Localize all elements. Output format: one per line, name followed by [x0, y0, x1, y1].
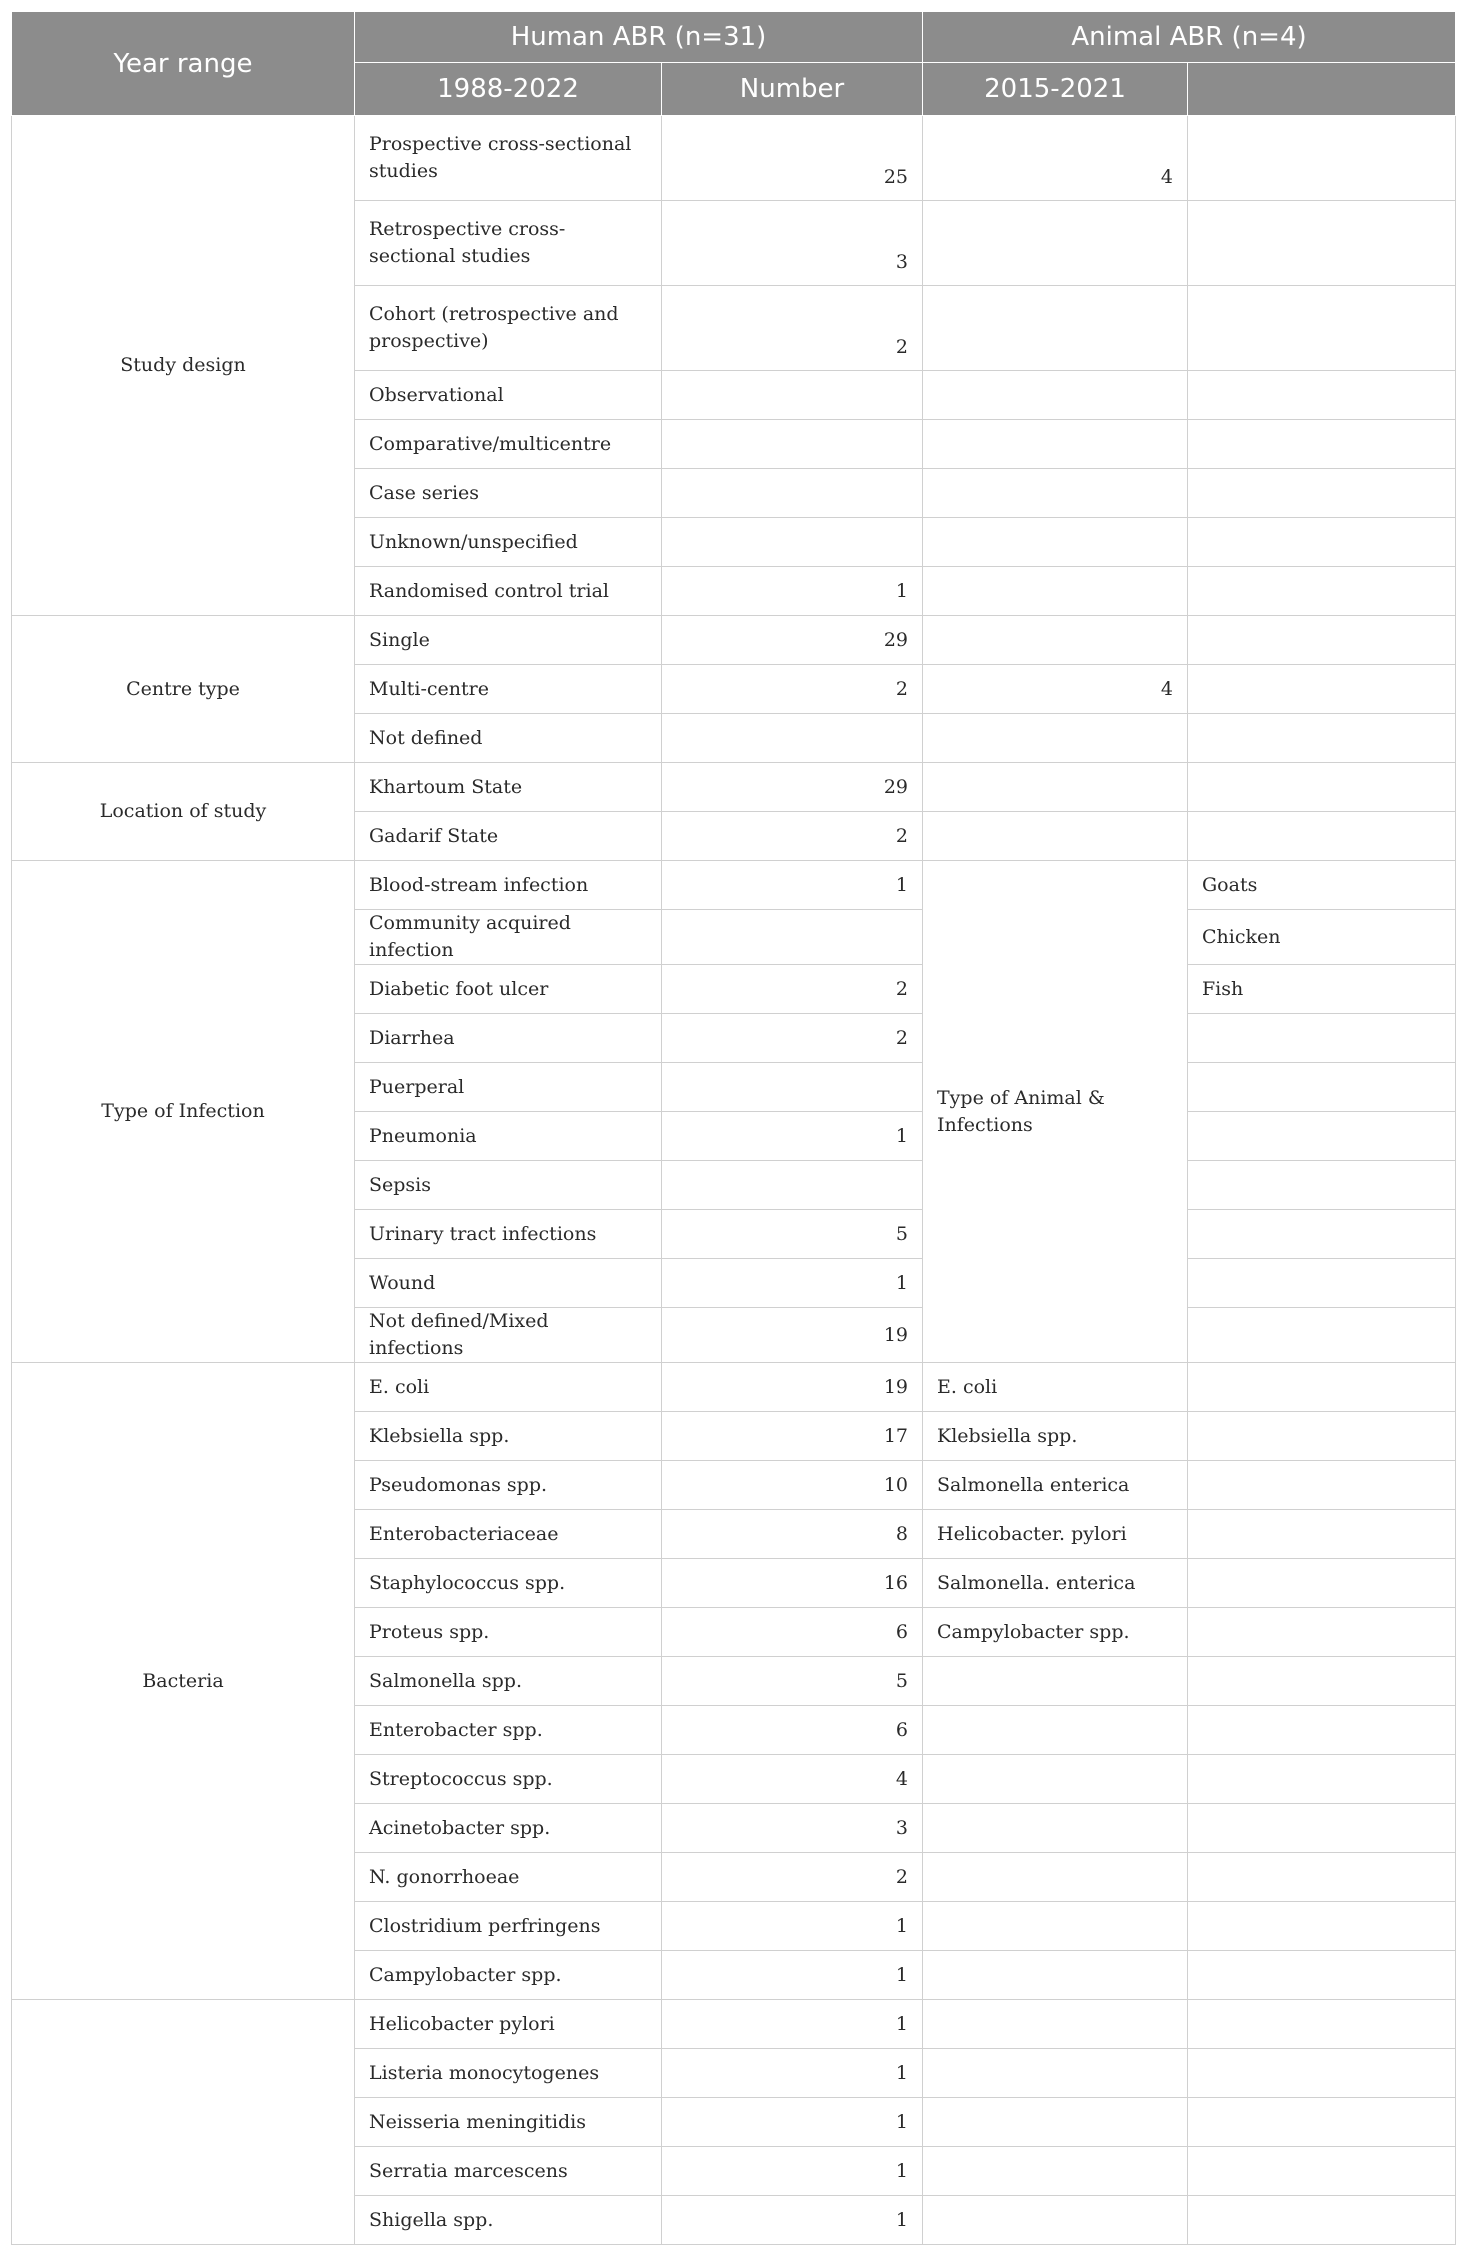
animal-bacteria	[923, 1657, 1188, 1706]
human-number: 1	[662, 1112, 923, 1161]
human-number: 1	[662, 1902, 923, 1951]
human-number: 29	[662, 763, 923, 812]
row-label: Randomised control trial	[355, 567, 662, 616]
human-number	[662, 469, 923, 518]
empty-cell	[1188, 1853, 1456, 1902]
row-label: E. coli	[355, 1363, 662, 1412]
empty-cell	[1188, 420, 1456, 469]
human-number: 8	[662, 1510, 923, 1559]
animal-number	[923, 714, 1188, 763]
row-label: Case series	[355, 469, 662, 518]
animal-bacteria: E. coli	[923, 1363, 1188, 1412]
row-label: Diabetic foot ulcer	[355, 965, 662, 1014]
row-label: Pseudomonas spp.	[355, 1461, 662, 1510]
empty-cell	[1188, 518, 1456, 567]
human-number	[662, 1161, 923, 1210]
animal-detail: Chicken	[1188, 910, 1456, 965]
empty-cell	[1188, 2049, 1456, 2098]
empty-cell	[1188, 1804, 1456, 1853]
row-label: Multi-centre	[355, 665, 662, 714]
human-number	[662, 910, 923, 965]
empty-cell	[923, 763, 1188, 812]
empty-cell	[1188, 469, 1456, 518]
animal-bacteria	[923, 1804, 1188, 1853]
row-label: Not defined/Mixed infections	[355, 1308, 662, 1363]
category-cell	[12, 2000, 355, 2245]
human-number: 10	[662, 1461, 923, 1510]
empty-cell	[1188, 1461, 1456, 1510]
empty-cell	[1188, 116, 1456, 201]
empty-cell	[1188, 2196, 1456, 2245]
animal-detail	[1188, 1112, 1456, 1161]
row-label: Wound	[355, 1259, 662, 1308]
human-number: 2	[662, 1853, 923, 1902]
human-number: 2	[662, 665, 923, 714]
row-label: Sepsis	[355, 1161, 662, 1210]
empty-cell	[923, 812, 1188, 861]
header-year-range: Year range	[12, 12, 355, 116]
human-number: 5	[662, 1210, 923, 1259]
row-label: Cohort (retrospective and prospective)	[355, 286, 662, 371]
empty-cell	[1188, 1902, 1456, 1951]
empty-cell	[1188, 2147, 1456, 2196]
human-number: 1	[662, 2147, 923, 2196]
human-number	[662, 518, 923, 567]
table-body	[12, 116, 1456, 2245]
animal-bacteria	[923, 1853, 1188, 1902]
animal-bacteria	[923, 1755, 1188, 1804]
animal-number	[923, 567, 1188, 616]
animal-number	[923, 371, 1188, 420]
row-label: Blood-stream infection	[355, 861, 662, 910]
human-number: 2	[662, 1014, 923, 1063]
table-row	[12, 616, 1456, 665]
human-number: 19	[662, 1363, 923, 1412]
animal-bacteria: Salmonella. enterica	[923, 1559, 1188, 1608]
row-label: Acinetobacter spp.	[355, 1804, 662, 1853]
animal-type-label: Type of Animal & Infections	[923, 861, 1188, 1363]
human-number: 2	[662, 286, 923, 371]
empty-cell	[1188, 201, 1456, 286]
header-animal-abr: Animal ABR (n=4)	[923, 12, 1456, 63]
human-number: 19	[662, 1308, 923, 1363]
empty-cell	[1188, 665, 1456, 714]
human-number	[662, 714, 923, 763]
row-label: Gadarif State	[355, 812, 662, 861]
data-table-container	[11, 11, 1455, 2245]
empty-cell	[1188, 1510, 1456, 1559]
empty-cell	[1188, 1706, 1456, 1755]
human-number: 1	[662, 1259, 923, 1308]
row-label: N. gonorrhoeae	[355, 1853, 662, 1902]
category-cell: Location of study	[12, 763, 355, 861]
empty-cell	[1188, 763, 1456, 812]
table-row	[12, 763, 1456, 812]
human-number: 2	[662, 812, 923, 861]
row-label: Campylobacter spp.	[355, 1951, 662, 2000]
empty-cell	[1188, 1559, 1456, 1608]
empty-cell	[1188, 1951, 1456, 2000]
row-label: Enterobacteriaceae	[355, 1510, 662, 1559]
animal-number: 4	[923, 665, 1188, 714]
human-number	[662, 420, 923, 469]
row-label: Clostridium perfringens	[355, 1902, 662, 1951]
table-header	[12, 12, 1456, 116]
empty-cell	[1188, 616, 1456, 665]
header-animal-years: 2015-2021	[923, 63, 1188, 116]
human-number: 1	[662, 1951, 923, 2000]
human-number: 1	[662, 2000, 923, 2049]
animal-number	[923, 518, 1188, 567]
row-label: Comparative/multicentre	[355, 420, 662, 469]
human-number: 25	[662, 116, 923, 201]
human-number: 1	[662, 2196, 923, 2245]
empty-cell	[1188, 2000, 1456, 2049]
row-label: Prospective cross-sectional studies	[355, 116, 662, 201]
animal-detail: Fish	[1188, 965, 1456, 1014]
human-number: 1	[662, 567, 923, 616]
empty-cell	[1188, 1657, 1456, 1706]
table-row	[12, 2000, 1456, 2049]
empty-cell	[1188, 1363, 1456, 1412]
row-label: Enterobacter spp.	[355, 1706, 662, 1755]
animal-bacteria	[923, 1706, 1188, 1755]
empty-cell	[1188, 714, 1456, 763]
row-label: Streptococcus spp.	[355, 1755, 662, 1804]
category-cell: Centre type	[12, 616, 355, 763]
animal-number: 4	[923, 116, 1188, 201]
human-number: 29	[662, 616, 923, 665]
row-label: Puerperal	[355, 1063, 662, 1112]
header-number: Number	[662, 63, 923, 116]
empty-cell	[923, 2049, 1188, 2098]
human-number: 1	[662, 2049, 923, 2098]
category-cell: Type of Infection	[12, 861, 355, 1363]
row-label: Klebsiella spp.	[355, 1412, 662, 1461]
animal-number	[923, 616, 1188, 665]
animal-bacteria	[923, 1902, 1188, 1951]
human-number: 6	[662, 1706, 923, 1755]
animal-number	[923, 420, 1188, 469]
row-label: Neisseria meningitidis	[355, 2098, 662, 2147]
animal-number	[923, 286, 1188, 371]
human-number	[662, 371, 923, 420]
row-label: Listeria monocytogenes	[355, 2049, 662, 2098]
empty-cell	[1188, 1608, 1456, 1657]
animal-detail: Goats	[1188, 861, 1456, 910]
row-label: Community acquired infection	[355, 910, 662, 965]
empty-cell	[1188, 371, 1456, 420]
empty-cell	[1188, 2098, 1456, 2147]
row-label: Urinary tract infections	[355, 1210, 662, 1259]
row-label: Staphylococcus spp.	[355, 1559, 662, 1608]
animal-detail	[1188, 1308, 1456, 1363]
animal-bacteria: Salmonella enterica	[923, 1461, 1188, 1510]
empty-cell	[923, 2000, 1188, 2049]
row-label: Observational	[355, 371, 662, 420]
row-label: Helicobacter pylori	[355, 2000, 662, 2049]
row-label: Unknown/unspecified	[355, 518, 662, 567]
animal-bacteria: Klebsiella spp.	[923, 1412, 1188, 1461]
animal-detail	[1188, 1014, 1456, 1063]
row-label: Pneumonia	[355, 1112, 662, 1161]
human-number: 4	[662, 1755, 923, 1804]
table-row	[12, 1363, 1456, 1412]
human-number: 1	[662, 861, 923, 910]
empty-cell	[923, 2196, 1188, 2245]
row-label: Shigella spp.	[355, 2196, 662, 2245]
row-label: Salmonella spp.	[355, 1657, 662, 1706]
empty-cell	[1188, 567, 1456, 616]
row-label: Serratia marcescens	[355, 2147, 662, 2196]
row-label: Retrospective cross-sectional studies	[355, 201, 662, 286]
category-cell: Bacteria	[12, 1363, 355, 2000]
table-row	[12, 861, 1456, 910]
empty-cell	[1188, 286, 1456, 371]
human-number: 3	[662, 201, 923, 286]
animal-bacteria	[923, 1951, 1188, 2000]
row-label: Khartoum State	[355, 763, 662, 812]
human-number: 3	[662, 1804, 923, 1853]
empty-cell	[923, 2098, 1188, 2147]
animal-number	[923, 201, 1188, 286]
animal-bacteria: Campylobacter spp.	[923, 1608, 1188, 1657]
animal-detail	[1188, 1259, 1456, 1308]
human-number	[662, 1063, 923, 1112]
animal-detail	[1188, 1063, 1456, 1112]
category-cell: Study design	[12, 116, 355, 616]
table-row	[12, 116, 1456, 201]
empty-cell	[1188, 1412, 1456, 1461]
animal-bacteria: Helicobacter. pylori	[923, 1510, 1188, 1559]
animal-number	[923, 469, 1188, 518]
empty-cell	[923, 2147, 1188, 2196]
human-number: 1	[662, 2098, 923, 2147]
abr-summary-table	[11, 11, 1456, 2245]
human-number: 6	[662, 1608, 923, 1657]
animal-detail	[1188, 1161, 1456, 1210]
row-label: Diarrhea	[355, 1014, 662, 1063]
row-label: Single	[355, 616, 662, 665]
row-label: Proteus spp.	[355, 1608, 662, 1657]
header-human-abr: Human ABR (n=31)	[355, 12, 923, 63]
human-number: 16	[662, 1559, 923, 1608]
animal-detail	[1188, 1210, 1456, 1259]
human-number: 2	[662, 965, 923, 1014]
human-number: 17	[662, 1412, 923, 1461]
header-blank	[1188, 63, 1456, 116]
empty-cell	[1188, 812, 1456, 861]
human-number: 5	[662, 1657, 923, 1706]
header-human-years: 1988-2022	[355, 63, 662, 116]
empty-cell	[1188, 1755, 1456, 1804]
row-label: Not defined	[355, 714, 662, 763]
